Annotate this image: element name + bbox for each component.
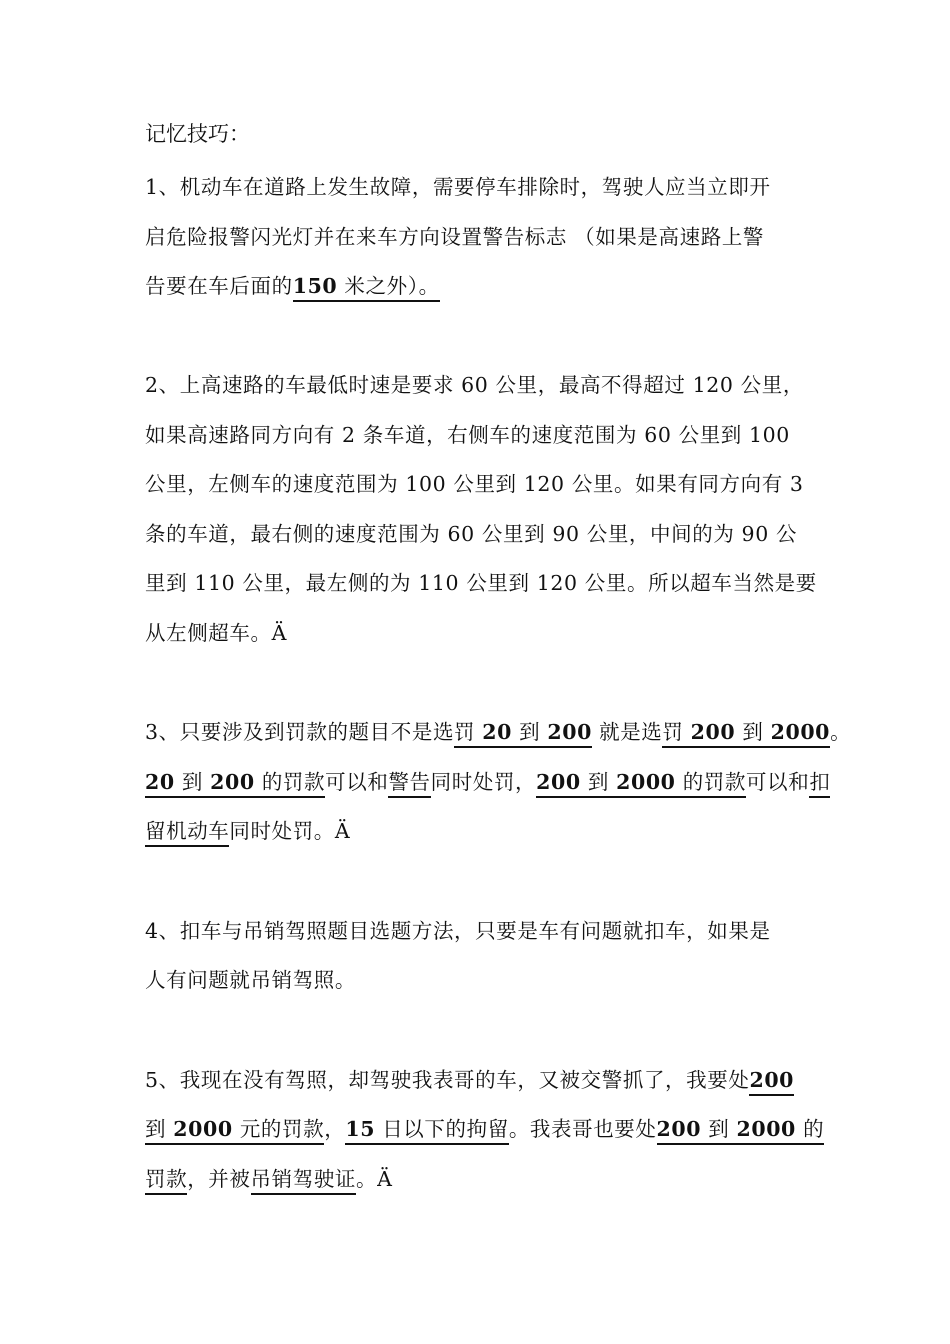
item3-fine-low [145, 770, 325, 798]
item5-value: 200 [749, 1068, 794, 1096]
item5-revoke-license: 吊销驾驶证 [251, 1167, 357, 1195]
item5-text: 。Ä [356, 1167, 393, 1191]
item3-value: 20 [482, 720, 513, 744]
item3-value: 200 [547, 720, 592, 744]
item5-text: 。我表哥也要处 [508, 1117, 657, 1141]
item3-fine-word: 罚 [662, 720, 684, 744]
item1-distance-value: 150 [292, 274, 338, 298]
item5-line1 [145, 1064, 810, 1096]
item5-value: 2000 [736, 1117, 796, 1141]
item3-warning: 警告 [388, 770, 430, 798]
item3-value: 200 [690, 720, 736, 744]
item3-text: 同时处罚。Ä [229, 819, 351, 843]
item1-text: 告要在车后面的 [145, 274, 293, 298]
item3-text: 可以和 [746, 770, 810, 794]
item1-distance-underline [293, 274, 440, 302]
item3-text: 的罚款 [682, 770, 746, 794]
item5-text: 日以下的拘留 [382, 1117, 509, 1141]
item3-text: 到 [519, 720, 541, 744]
item2-line6: 从左侧超车。Ä [145, 621, 288, 645]
item3-line3 [145, 815, 810, 847]
item1-line2: 启危险报警闪光灯并在来车方向设置警告标志 （如果是高速路上警 [145, 225, 765, 249]
item2-line2: 如果高速路同方向有 2 条车道，右侧车的速度范围为 60 公里到 100 [145, 423, 790, 447]
item5-line3 [145, 1163, 810, 1195]
item3-fine-high [536, 770, 746, 798]
item5-line2 [145, 1113, 825, 1145]
item2-line3: 公里，左侧车的速度范围为 100 公里到 120 公里。如果有同方向有 3 [145, 472, 804, 496]
item5-text: ，并被 [187, 1167, 251, 1191]
item1-line3 [145, 270, 810, 302]
item5-fine-owner [657, 1117, 825, 1145]
item3-value: 200 [210, 770, 255, 794]
item5-value: 200 [656, 1117, 702, 1141]
item4-line2: 人有问题就吊销驾照。 [145, 968, 356, 992]
item3-value: 20 [145, 770, 175, 794]
item3-line2 [145, 766, 831, 798]
item5-text: 的 [803, 1117, 825, 1141]
item1-line1: 1、机动车在道路上发生故障，需要停车排除时，驾驶人应当立即开 [145, 175, 771, 199]
item3-text: 。 [830, 720, 852, 744]
item3-fine-word: 罚 [454, 720, 476, 744]
item2-line4: 条的车道，最右侧的速度范围为 60 公里到 90 公里，中间的为 90 公 [145, 522, 798, 546]
item3-text: 到 [587, 770, 609, 794]
item3-detain: 扣 [809, 770, 830, 798]
item5-text: 元的罚款 [239, 1117, 325, 1141]
item3-text: 同时处罚， [430, 770, 537, 794]
item1-distance-unit: 米之外）。 [344, 274, 440, 298]
item3-value: 2000 [770, 720, 831, 744]
item5-text: 到 [708, 1117, 730, 1141]
item3-text: 的罚款 [261, 770, 326, 794]
item3-text: 就是选 [599, 720, 663, 744]
item3-detain-vehicle: 留机动车 [145, 819, 229, 847]
item2-line5: 里到 110 公里，最左侧的为 110 公里到 120 公里。所以超车当然是要 [145, 571, 817, 595]
item5-detention [345, 1117, 508, 1145]
item2-line1: 2、上高速路的车最低时速是要求 60 公里，最高不得超过 120 公里， [145, 373, 804, 397]
item3-text: 可以和 [325, 770, 389, 794]
section-heading: 记忆技巧： [145, 122, 250, 146]
item5-fine-driver [145, 1117, 324, 1145]
item5-value: 2000 [173, 1117, 233, 1141]
item3-fine-range-1 [454, 720, 592, 748]
item5-text: 5、我现在没有驾照，却驾驶我表哥的车，又被交警抓了，我要处 [145, 1068, 750, 1092]
item5-fine-word: 罚款 [145, 1167, 187, 1195]
item5-text: 到 [145, 1117, 167, 1141]
item4-line1: 4、扣车与吊销驾照题目选题方法，只要是车有问题就扣车，如果是 [145, 919, 771, 943]
item3-line1 [145, 716, 852, 748]
item3-text: 到 [742, 720, 764, 744]
item3-text: 3、只要涉及到罚款的题目不是选 [145, 720, 455, 744]
item5-value: 15 [345, 1117, 376, 1141]
item3-value: 200 [536, 770, 581, 794]
item3-value: 2000 [616, 770, 676, 794]
item3-fine-range-2 [662, 720, 830, 748]
item5-text: ， [324, 1117, 346, 1141]
item3-text: 到 [181, 770, 203, 794]
